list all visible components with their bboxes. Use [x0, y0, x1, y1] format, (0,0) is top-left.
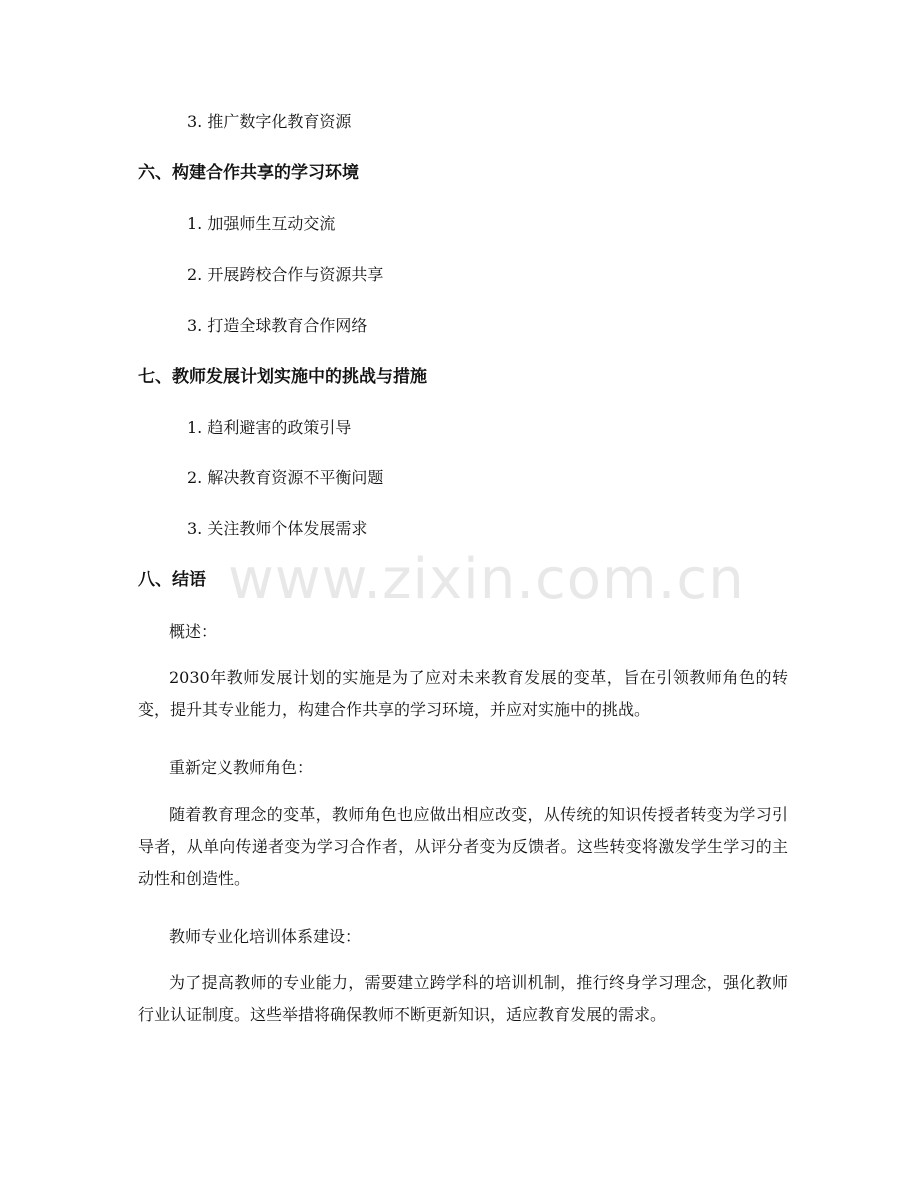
section-heading-7: 七、教师发展计划实施中的挑战与措施	[138, 367, 427, 387]
list-item: 1. 趋利避害的政策引导	[187, 418, 352, 437]
list-item: 1. 加强师生互动交流	[187, 214, 336, 233]
training-label: 教师专业化培训体系建设：	[169, 927, 362, 946]
overview-label: 概述：	[169, 622, 218, 641]
section-heading-6: 六、构建合作共享的学习环境	[138, 163, 359, 183]
list-item: 3. 关注教师个体发展需求	[187, 519, 368, 538]
watermark: www.zixin.com.cn	[228, 547, 745, 612]
list-item: 2. 开展跨校合作与资源共享	[187, 265, 384, 284]
overview-paragraph: 2030年教师发展计划的实施是为了应对未来教育发展的变革，旨在引领教师角色的转变，提升其专业能力，构建合作共享的学习环境，并应对实施中的挑战。	[138, 668, 788, 719]
list-item: 3. 打造全球教育合作网络	[187, 316, 368, 335]
section-heading-8: 八、结语	[138, 570, 206, 590]
role-paragraph: 随着教育理念的变革，教师角色也应做出相应改变，从传统的知识传授者转变为学习引导者，从单向传递者变为学习合作者，从评分者变为反馈者。这些转变将激发学生学习的主动性和创造性。	[138, 805, 788, 888]
list-item: 2. 解决教育资源不平衡问题	[187, 468, 384, 487]
training-paragraph: 为了提高教师的专业能力，需要建立跨学科的培训机制，推行终身学习理念，强化教师行业认证制度。这些举措将确保教师不断更新知识，适应教育发展的需求。	[138, 973, 788, 1024]
list-item: 3. 推广数字化教育资源	[187, 112, 352, 131]
role-label: 重新定义教师角色：	[169, 758, 314, 777]
